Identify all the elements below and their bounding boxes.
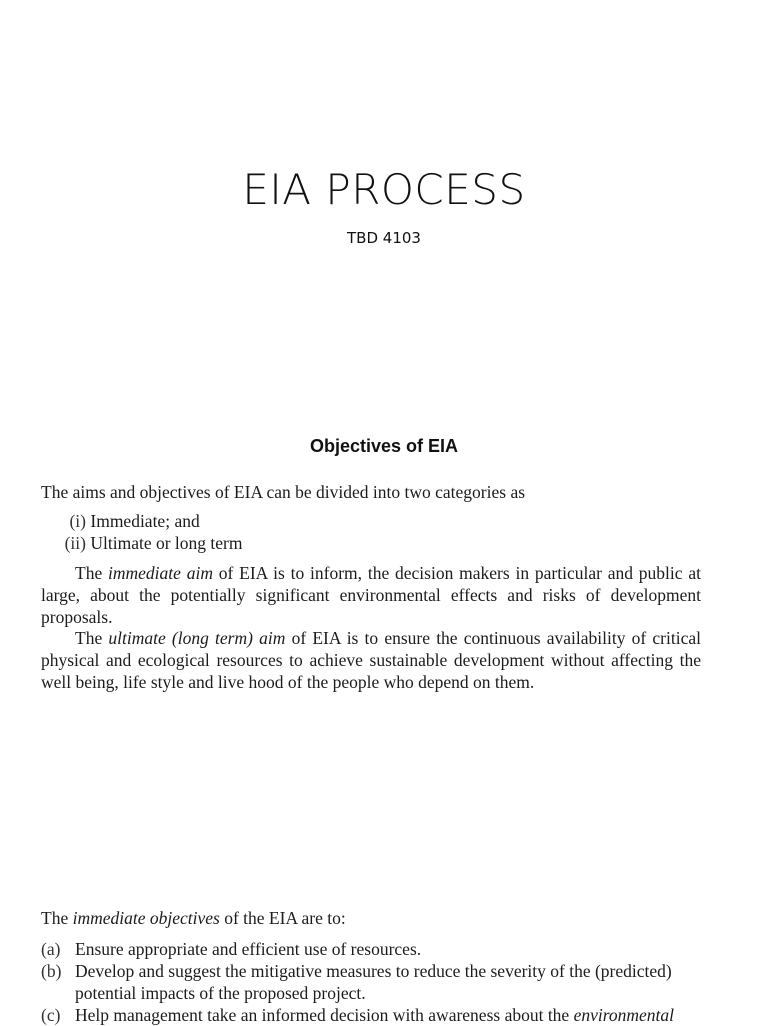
list-item-text: Ensure appropriate and efficient use of resources.	[75, 939, 422, 959]
list-item	[41, 938, 706, 960]
list-marker: (b)	[41, 961, 62, 981]
list-item-text: Develop and suggest the mitigative measures to reduce the severity of the (predicted) potential impacts of the proposed project.	[75, 961, 672, 1003]
para-text: The	[75, 563, 109, 583]
objectives-heading: Objectives of EIA	[309, 436, 459, 456]
list-item	[41, 1004, 706, 1026]
list-item-text	[75, 1004, 706, 1026]
item-text: Help management take an informed decision with awareness about the	[75, 1005, 574, 1025]
list-item	[41, 960, 706, 1004]
presentation-title: EIA PROCESS	[242, 165, 526, 214]
intro-text: The	[41, 908, 73, 928]
para-text: of EIA is to inform, the decision makers in particular and public at large, about the potentially significant environmental effects and risks of development proposals.	[41, 563, 701, 627]
list-item-text	[86, 532, 243, 554]
immediate-aim-paragraph	[41, 562, 701, 628]
list-marker: (a)	[41, 939, 61, 959]
para-emphasis: ultimate (long term) aim	[108, 628, 286, 648]
course-code: TBD 4103	[347, 229, 421, 247]
intro-text: of the EIA are to:	[219, 908, 346, 928]
list-marker: (ii)	[64, 533, 86, 553]
para-text: of EIA is to ensure the continuous availability of critical physical and ecological resources to achieve sustainable development without affecting the well being, life style and live hood of the people who depend on them.	[41, 628, 701, 692]
immediate-objectives-slide	[0, 880, 768, 1024]
category-text: Ultimate or long term	[90, 533, 243, 553]
list-item-text	[86, 510, 200, 532]
title-slide	[0, 0, 768, 410]
list-marker: (c)	[41, 1005, 61, 1025]
objectives-intro: The aims and objectives of EIA can be divided into two categories as	[41, 482, 526, 502]
list-marker: (i)	[69, 511, 86, 531]
objectives-slide	[0, 410, 768, 880]
immediate-objectives-list	[41, 938, 706, 1026]
ultimate-aim-paragraph	[41, 627, 701, 693]
para-text: The	[75, 628, 109, 648]
immediate-objectives-intro	[41, 907, 721, 929]
categories-list	[41, 510, 701, 554]
item-emphasis: environmental	[573, 1005, 675, 1025]
category-text: Immediate; and	[90, 511, 200, 531]
intro-emphasis: immediate objectives	[72, 908, 220, 928]
list-item	[41, 532, 701, 554]
para-emphasis: immediate aim	[108, 563, 213, 583]
list-item	[41, 510, 701, 532]
